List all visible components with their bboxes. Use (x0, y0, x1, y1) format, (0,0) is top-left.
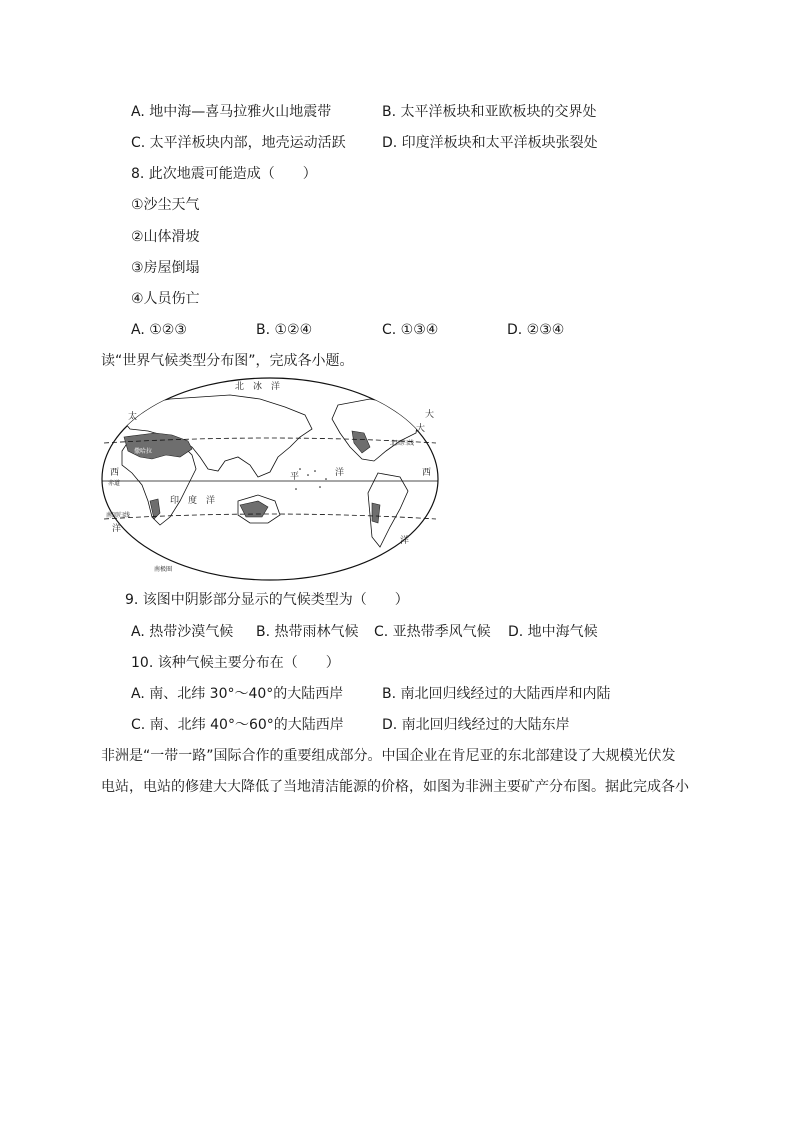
label-equator: 赤道 (108, 480, 121, 487)
q7-option-b: B. 太平洋板块和亚欧板块的交界处 (382, 104, 597, 120)
q8-stem: 8. 此次地震可能造成（ ） (131, 166, 317, 182)
africa-intro-line-1: 非洲是“一带一路”国际合作的重要组成部分。中国企业在肯尼亚的东北部建设了大规模光伏发 (101, 748, 676, 764)
q9-option-b: B. 热带雨林气候 (256, 624, 359, 640)
q8-option-c: C. ①③④ (382, 322, 439, 338)
label-atlantic-da-1: 大 (425, 410, 435, 420)
map-intro: 读“世界气候类型分布图”，完成各小题。 (101, 353, 354, 369)
label-atlantic-xi-right: 西 (422, 468, 432, 478)
label-atlantic-yang-left: 洋 (112, 524, 122, 534)
label-indian-ocean: 印 度 洋 (170, 496, 216, 506)
world-climate-map (100, 377, 440, 581)
q10-option-b: B. 南北回归线经过的大陆西岸和内陆 (382, 686, 611, 702)
label-pacific-tai: 太 (128, 412, 138, 422)
q8-item-2: ②山体滑坡 (131, 229, 200, 245)
q7-option-a: A. 地中海—喜马拉雅火山地震带 (131, 104, 332, 120)
africa-intro-line-2: 电站，电站的修建大大降低了当地清洁能源的价格，如图为非洲主要矿产分布图。据此完成各小 (101, 779, 689, 795)
q8-option-b: B. ①②④ (256, 322, 313, 338)
label-atlantic-yang-right: 洋 (400, 536, 410, 546)
q9-option-a: A. 热带沙漠气候 (131, 624, 234, 640)
q9-stem: 9. 该图中阴影部分显示的气候类型为（ ） (125, 592, 409, 608)
q8-option-a: A. ①②③ (131, 322, 187, 338)
q9-option-c: C. 亚热带季风气候 (374, 624, 491, 640)
label-tropic-of-capricorn: 南回归线 (106, 512, 131, 519)
q8-option-d: D. ②③④ (507, 322, 565, 338)
q10-stem: 10. 该种气候主要分布在（ ） (131, 655, 340, 671)
label-atlantic-da-2: 大 (416, 424, 426, 434)
label-pacific-ping: 平 (290, 472, 300, 482)
label-north-ice: 北 冰 洋 (235, 382, 281, 392)
label-atlantic-xi-left: 西 (110, 468, 120, 478)
q7-option-d: D. 印度洋板块和太平洋板块张裂处 (382, 135, 598, 151)
q10-option-d: D. 南北回归线经过的大陆东岸 (382, 717, 570, 733)
label-tropic-of-cancer: 北回归线 (390, 440, 415, 447)
label-antarctic-circle: 南极圈 (154, 566, 173, 573)
q8-item-3: ③房屋倒塌 (131, 260, 200, 276)
q7-option-c: C. 太平洋板块内部，地壳运动活跃 (131, 135, 346, 151)
q8-item-4: ④人员伤亡 (131, 291, 200, 307)
greenland-landmass (378, 387, 410, 405)
q9-option-d: D. 地中海气候 (508, 624, 598, 640)
q10-option-c: C. 南、北纬 40°～60°的大陆西岸 (131, 717, 344, 733)
q8-item-1: ①沙尘天气 (131, 197, 200, 213)
q10-option-a: A. 南、北纬 30°～40°的大陆西岸 (131, 686, 344, 702)
label-sahara: 撒哈拉 (134, 448, 153, 455)
label-pacific-yang: 洋 (335, 468, 345, 478)
